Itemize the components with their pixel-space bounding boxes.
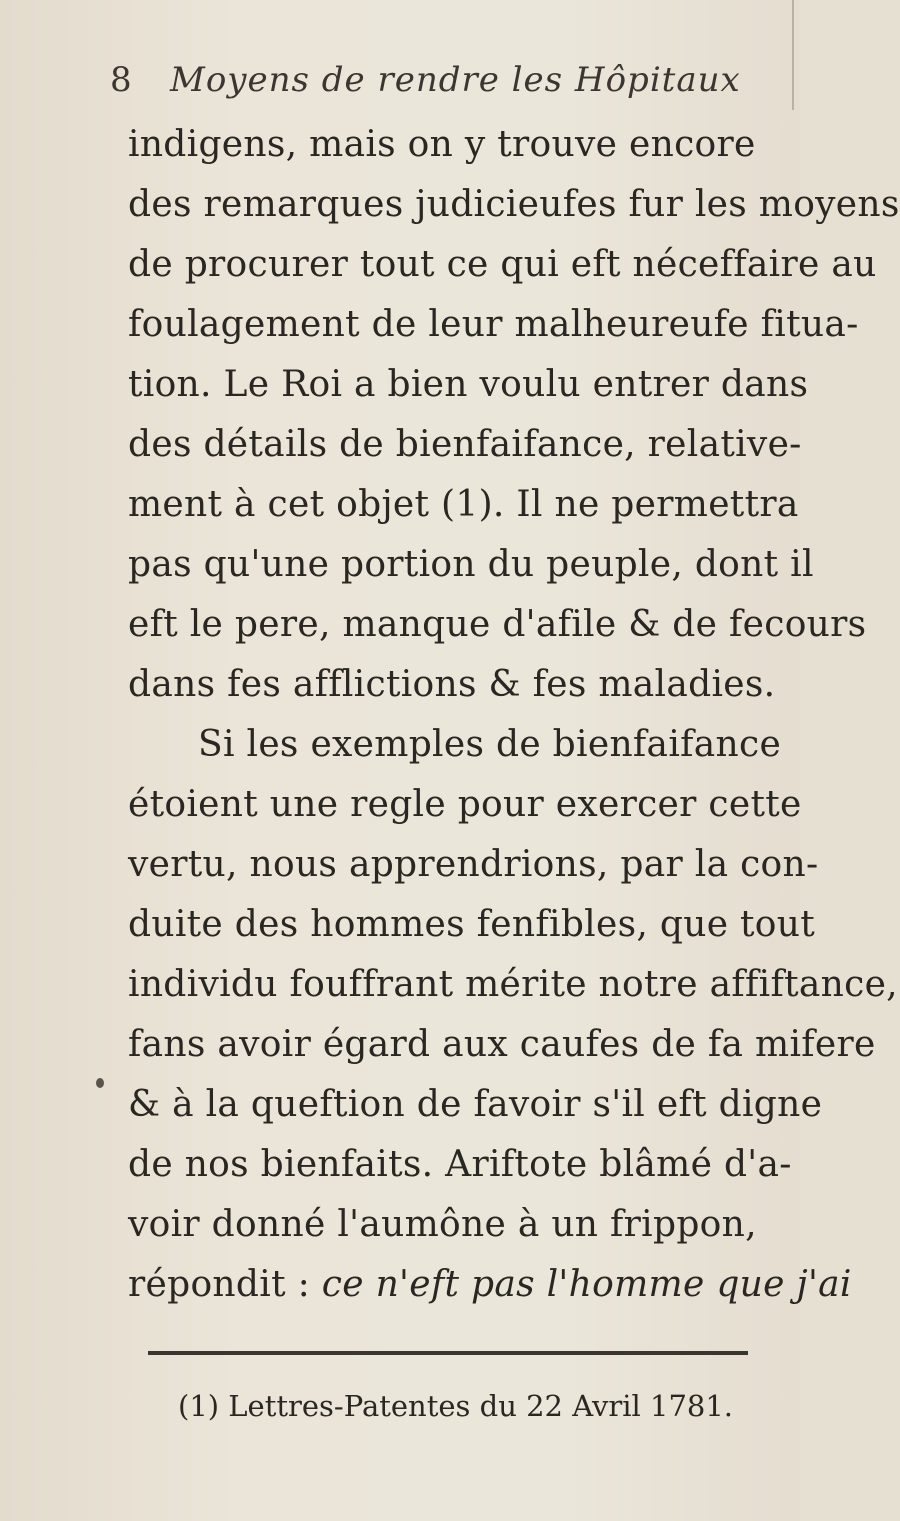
last-line-italic: ce n'eft pas l'homme que j'ai — [321, 1264, 852, 1305]
last-line-prefix: répondit : — [128, 1264, 322, 1305]
body-line: & à la queftion de favoir s'il eft digne — [128, 1084, 823, 1125]
running-title: Moyens de rendre les Hôpitaux — [170, 60, 741, 100]
body-line: de nos bienfaits. Ariftote blâmé d'a- — [128, 1144, 792, 1185]
footnote-rule — [148, 1351, 748, 1355]
body-line-last — [128, 1263, 852, 1307]
body-line: foulagement de leur malheureufe fitua- — [128, 304, 859, 345]
footnote: (1) Lettres-Patentes du 22 Avril 1781. — [178, 1389, 734, 1423]
body-line: indigens, mais on y trouve encore — [128, 124, 756, 165]
body-line: des détails de bienfaifance, relative- — [128, 424, 802, 465]
body-line: vertu, nous apprendrions, par la con- — [128, 844, 819, 885]
body-line: tion. Le Roi a bien voulu entrer dans — [128, 364, 809, 405]
ink-speck — [96, 1078, 104, 1088]
page-number: 8 — [110, 60, 132, 100]
body-line: étoient une regle pour exercer cette — [128, 784, 802, 825]
body-line: eft le pere, manque d'afile & de fecours — [128, 604, 867, 645]
body-line: individu fouffrant mérite notre affiftance, — [128, 964, 898, 1005]
body-line: voir donné l'aumône à un frippon, — [128, 1204, 757, 1245]
running-head — [110, 60, 741, 100]
body-line: des remarques judicieufes fur les moyens — [128, 184, 900, 225]
body-line: dans fes afflictions & fes maladies. — [128, 664, 776, 705]
body-line: de procurer tout ce qui eft néceffaire au — [128, 244, 877, 285]
body-line: duite des hommes fenfibles, que tout — [128, 904, 816, 945]
paragraph-first-line: Si les exemples de bienfaifance — [198, 724, 782, 765]
page-edge — [792, 0, 794, 110]
body-line: fans avoir égard aux caufes de fa mifere — [128, 1024, 876, 1065]
body-line: pas qu'une portion du peuple, dont il — [128, 544, 814, 585]
body-line: ment à cet objet (1). Il ne permettra — [128, 484, 799, 525]
